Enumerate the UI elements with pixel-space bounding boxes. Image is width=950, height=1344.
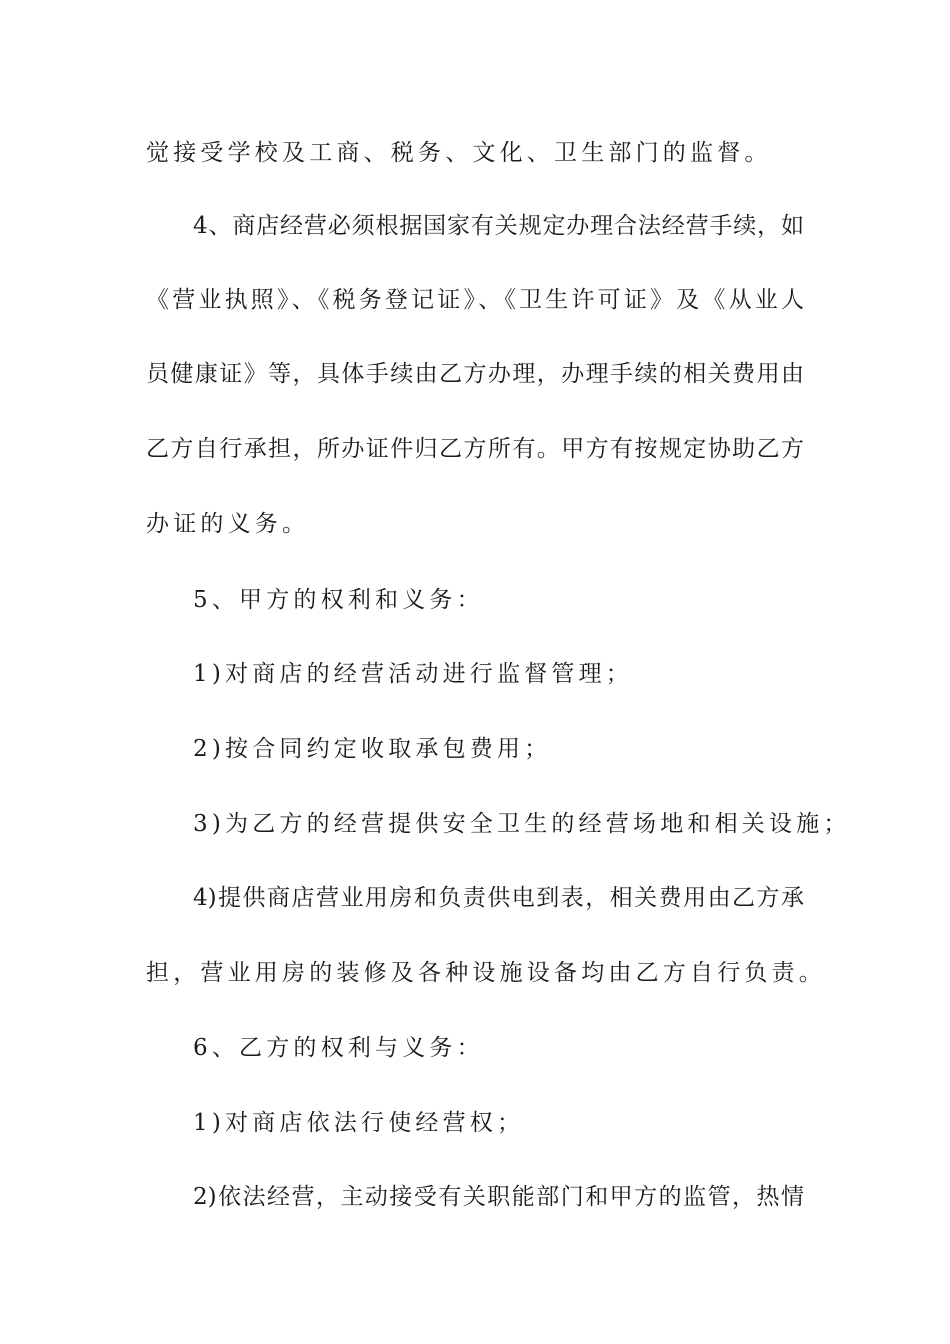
clause-6-heading: 6、乙方的权利与义务：	[193, 1035, 484, 1061]
clause-5-item-1: 1)对商店的经营活动进行监督管理；	[193, 661, 634, 687]
clause-5-item-4-line-1: 4)提供商店营业用房和负责供电到表，相关费用由乙方承	[193, 885, 804, 911]
clause-4-line-2: 《营业执照》、《税务登记证》、《卫生许可证》及《从业人	[146, 287, 804, 313]
clause-4-line-4: 乙方自行承担，所办证件归乙方所有。甲方有按规定协助乙方	[146, 436, 804, 462]
clause-4-line-1: 4、商店经营必须根据国家有关规定办理合法经营手续，如	[193, 213, 804, 239]
clause-4-line-3: 员健康证》等，具体手续由乙方办理，办理手续的相关费用由	[146, 361, 804, 387]
clause-5-heading: 5、甲方的权利和义务：	[193, 587, 484, 613]
clause-4-line-5: 办证的义务。	[146, 511, 310, 537]
text-line-1: 觉接受学校及工商、税务、文化、卫生部门的监督。	[146, 140, 772, 166]
clause-5-item-2: 2)按合同约定收取承包费用；	[193, 736, 552, 762]
clause-5-item-3: 3)为乙方的经营提供安全卫生的经营场地和相关设施；	[193, 811, 851, 837]
clause-6-item-2-line-1: 2)依法经营，主动接受有关职能部门和甲方的监管，热情	[193, 1184, 804, 1210]
clause-6-item-1: 1)对商店依法行使经营权；	[193, 1110, 525, 1136]
clause-5-item-4-line-2: 担，营业用房的装修及各种设施设备均由乙方自行负责。	[146, 960, 826, 986]
